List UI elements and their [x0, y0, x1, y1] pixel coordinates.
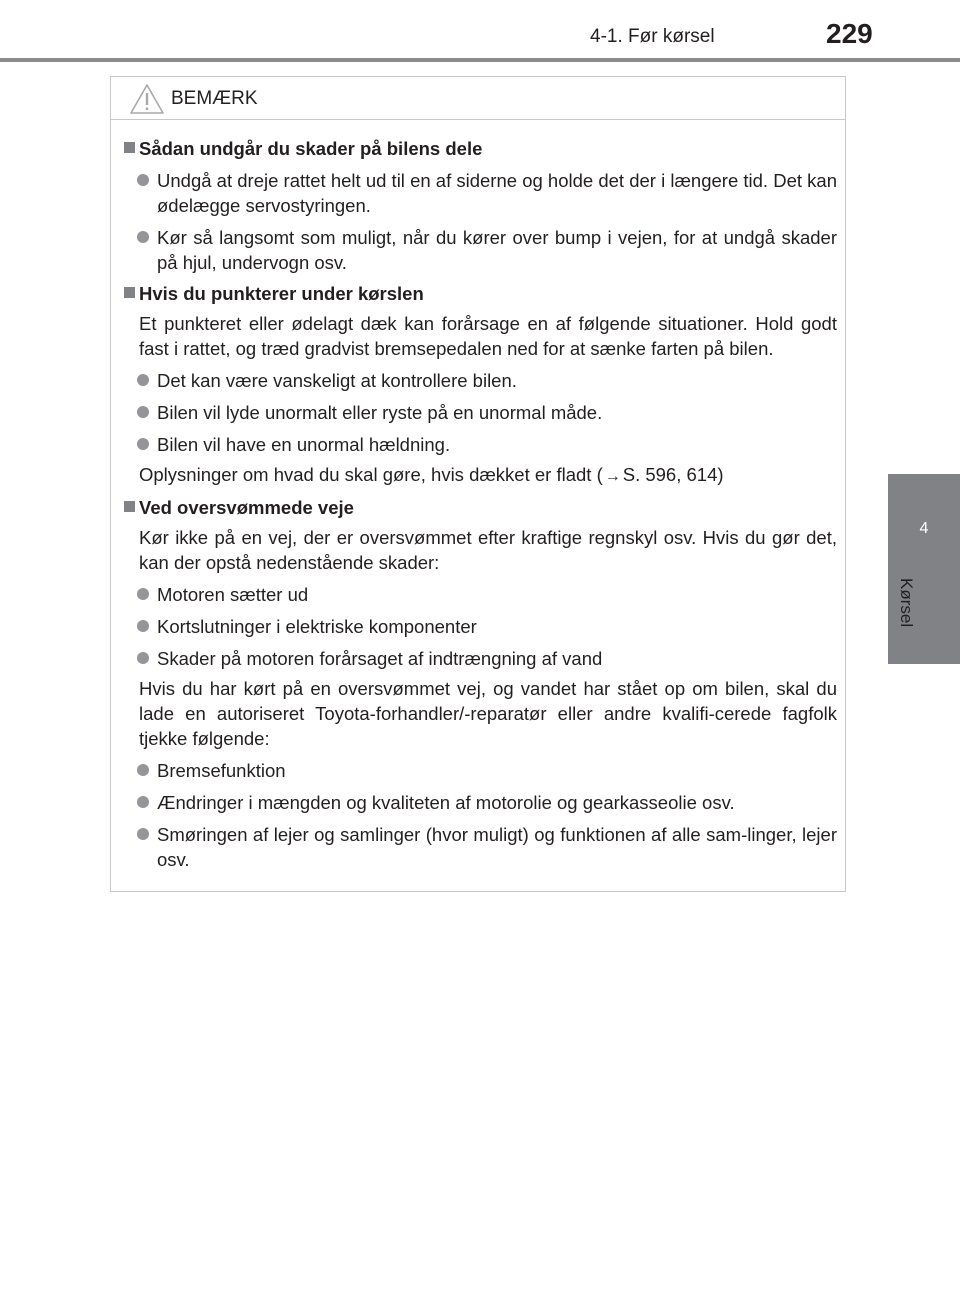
circle-bullet-icon	[137, 588, 149, 600]
paragraph: Hvis du har kørt på en oversvømmet vej, og vandet har stået op om bilen, skal du lade en autoriseret Toyota-forhandler/-reparatør eller andre kvalifi-cerede fagfolk tjekke følgende:	[139, 678, 837, 749]
circle-bullet-icon	[137, 174, 149, 186]
circle-bullet-icon	[137, 374, 149, 386]
list-item	[127, 758, 837, 783]
list-item	[127, 582, 837, 607]
page-number: 229	[826, 18, 873, 49]
circle-bullet-icon	[137, 406, 149, 418]
list-item-text: Smøringen af lejer og samlinger (hvor muligt) og funktionen af alle sam-linger, lejer osv.	[157, 824, 837, 870]
list-item-text: Det kan være vanskeligt at kontrollere bilen.	[157, 370, 517, 391]
notice-title: BEMÆRK	[171, 88, 258, 109]
chapter-label: Kørsel	[897, 578, 916, 628]
section-heading	[127, 281, 837, 306]
square-bullet-icon	[124, 287, 135, 298]
list-item	[127, 400, 837, 425]
list-item	[127, 822, 837, 872]
page-reference-link[interactable]: S. 596, 614)	[622, 464, 724, 485]
circle-bullet-icon	[137, 764, 149, 776]
notice-box	[110, 76, 846, 892]
list-item-text: Ændringer i mængden og kvaliteten af motorolie og gearkasseolie osv.	[157, 792, 735, 813]
list-item	[127, 225, 837, 275]
circle-bullet-icon	[137, 796, 149, 808]
paragraph: Kør ikke på en vej, der er oversvømmet efter kraftige regnskyl osv. Hvis du gør det, kan der opstå nedenstående skader:	[139, 527, 837, 573]
square-bullet-icon	[124, 142, 135, 153]
list-item-text: Motoren sætter ud	[157, 584, 309, 605]
square-bullet-icon	[124, 501, 135, 512]
circle-bullet-icon	[137, 620, 149, 632]
list-item	[127, 790, 837, 815]
list-item-text: Undgå at dreje rattet helt ud til en af siderne og holde det der i længere tid. Det kan ødelægge servostyringen.	[157, 170, 837, 216]
list-item	[127, 368, 837, 393]
header-divider	[0, 58, 960, 62]
circle-bullet-icon	[137, 652, 149, 664]
arrow-right-icon: →	[604, 468, 621, 485]
section-title: 4-1. Før kørsel	[590, 26, 715, 47]
notice-header	[111, 77, 845, 120]
list-item-text: Bremsefunktion	[157, 760, 286, 781]
section-heading-text: Ved oversvømmede veje	[139, 497, 354, 518]
list-item-text: Skader på motoren forårsaget af indtrængning af vand	[157, 648, 603, 669]
list-item-text: Bilen vil have en unormal hældning.	[157, 434, 451, 455]
chapter-number: 4	[919, 520, 929, 537]
list-item	[127, 646, 837, 671]
circle-bullet-icon	[137, 438, 149, 450]
section-heading	[127, 136, 837, 161]
paragraph-reference	[127, 462, 837, 489]
section-heading-text: Hvis du punkterer under kørslen	[139, 283, 424, 304]
reference-text: Oplysninger om hvad du skal gøre, hvis dækket er fladt (	[139, 464, 603, 485]
notice-body	[111, 120, 845, 872]
chapter-tab[interactable]	[888, 474, 960, 664]
section-heading	[127, 495, 837, 520]
list-item-text: Kortslutninger i elektriske komponenter	[157, 616, 477, 637]
warning-triangle-icon	[129, 83, 165, 115]
list-item-text: Kør så langsomt som muligt, når du kører over bump i vejen, for at undgå skader på hjul, undervogn osv.	[157, 227, 837, 273]
circle-bullet-icon	[137, 231, 149, 243]
list-item	[127, 168, 837, 218]
circle-bullet-icon	[137, 828, 149, 840]
list-item	[127, 614, 837, 639]
list-item-text: Bilen vil lyde unormalt eller ryste på en unormal måde.	[157, 402, 603, 423]
section-heading-text: Sådan undgår du skader på bilens dele	[139, 138, 483, 159]
list-item	[127, 432, 837, 457]
paragraph: Et punkteret eller ødelagt dæk kan forårsage en af følgende situationer. Hold godt fast i rattet, og træd gradvist bremsepedalen ned for at sænke farten på bilen.	[139, 313, 837, 359]
